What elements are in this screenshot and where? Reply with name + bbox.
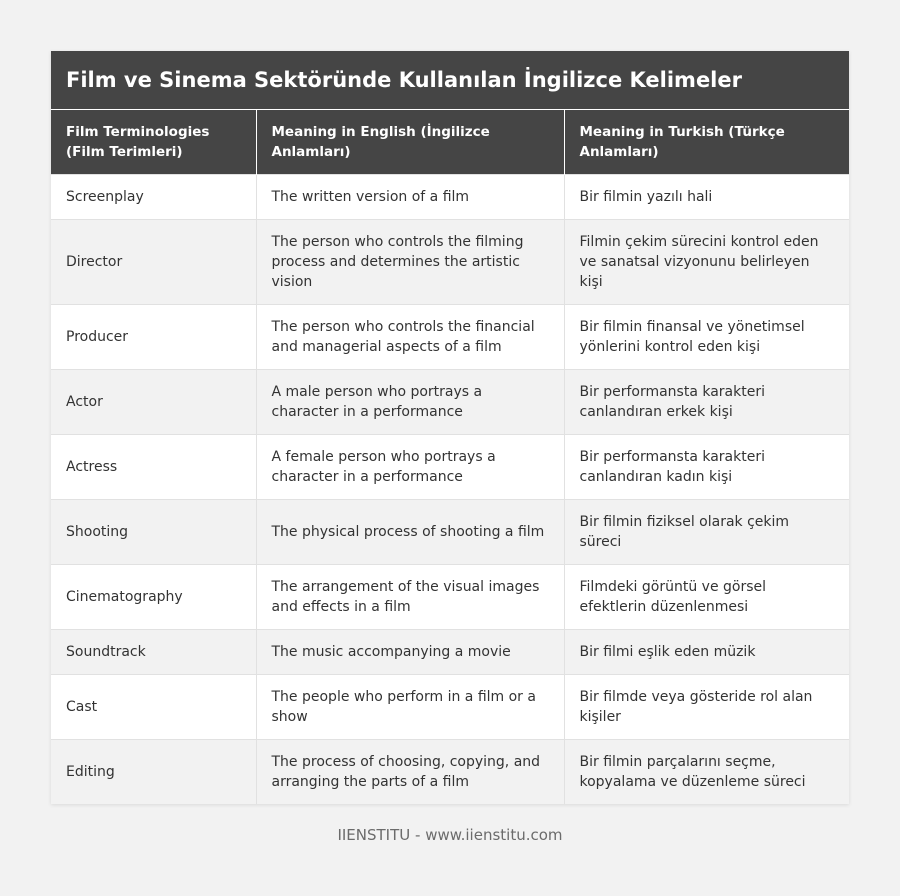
- term-cell: Cast: [51, 675, 256, 740]
- table-row: [51, 370, 849, 435]
- term-cell: Actress: [51, 435, 256, 500]
- turkish-meaning-cell: Bir performansta karakteri canlandıran erkek kişi: [564, 370, 849, 435]
- terminology-table: [51, 110, 849, 804]
- term-cell: Actor: [51, 370, 256, 435]
- turkish-meaning-cell: Bir filmin yazılı hali: [564, 175, 849, 220]
- column-header-english: Meaning in English (İngilizce Anlamları): [256, 110, 564, 175]
- terminology-table-card: [51, 51, 849, 804]
- english-meaning-cell: A female person who portrays a character in a performance: [256, 435, 564, 500]
- turkish-meaning-cell: Bir performansta karakteri canlandıran kadın kişi: [564, 435, 849, 500]
- english-meaning-cell: A male person who portrays a character in a performance: [256, 370, 564, 435]
- turkish-meaning-cell: Bir filmin finansal ve yönetimsel yönlerini kontrol eden kişi: [564, 305, 849, 370]
- header-row: [51, 110, 849, 175]
- term-cell: Producer: [51, 305, 256, 370]
- table-row: [51, 500, 849, 565]
- english-meaning-cell: The music accompanying a movie: [256, 630, 564, 675]
- turkish-meaning-cell: Filmdeki görüntü ve görsel efektlerin düzenlenmesi: [564, 565, 849, 630]
- table-row: [51, 305, 849, 370]
- table-row: [51, 675, 849, 740]
- english-meaning-cell: The people who perform in a film or a show: [256, 675, 564, 740]
- table-row: [51, 175, 849, 220]
- term-cell: Editing: [51, 740, 256, 805]
- term-cell: Shooting: [51, 500, 256, 565]
- site-footer: IIENSTITU - www.iienstitu.com: [337, 826, 563, 844]
- table-row: [51, 565, 849, 630]
- column-header-turkish: Meaning in Turkish (Türkçe Anlamları): [564, 110, 849, 175]
- table-row: [51, 220, 849, 305]
- turkish-meaning-cell: Filmin çekim sürecini kontrol eden ve sanatsal vizyonunu belirleyen kişi: [564, 220, 849, 305]
- table-row: [51, 435, 849, 500]
- term-cell: Soundtrack: [51, 630, 256, 675]
- english-meaning-cell: The written version of a film: [256, 175, 564, 220]
- turkish-meaning-cell: Bir filmin parçalarını seçme, kopyalama ve düzenleme süreci: [564, 740, 849, 805]
- term-cell: Cinematography: [51, 565, 256, 630]
- english-meaning-cell: The person who controls the financial and managerial aspects of a film: [256, 305, 564, 370]
- turkish-meaning-cell: Bir filmde veya gösteride rol alan kişiler: [564, 675, 849, 740]
- english-meaning-cell: The arrangement of the visual images and effects in a film: [256, 565, 564, 630]
- turkish-meaning-cell: Bir filmi eşlik eden müzik: [564, 630, 849, 675]
- term-cell: Screenplay: [51, 175, 256, 220]
- english-meaning-cell: The physical process of shooting a film: [256, 500, 564, 565]
- term-cell: Director: [51, 220, 256, 305]
- english-meaning-cell: The process of choosing, copying, and arranging the parts of a film: [256, 740, 564, 805]
- english-meaning-cell: The person who controls the filming process and determines the artistic vision: [256, 220, 564, 305]
- table-row: [51, 630, 849, 675]
- turkish-meaning-cell: Bir filmin fiziksel olarak çekim süreci: [564, 500, 849, 565]
- column-header-term: Film Terminologies (Film Terimleri): [51, 110, 256, 175]
- table-row: [51, 740, 849, 805]
- table-title: Film ve Sinema Sektöründe Kullanılan İngilizce Kelimeler: [51, 51, 849, 110]
